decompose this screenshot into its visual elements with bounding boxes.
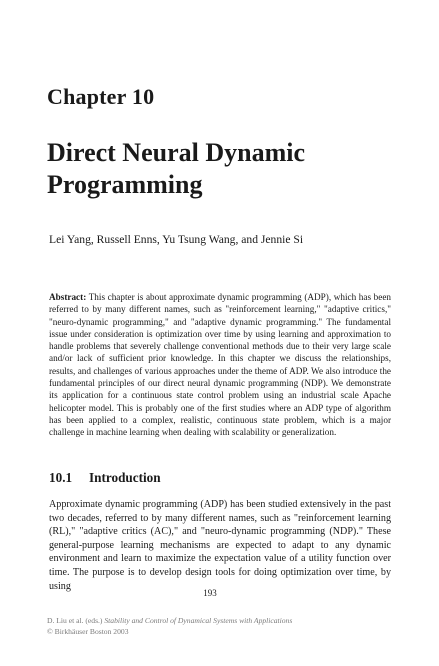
footer-editors: D. Liu et al. (eds.) [47,616,103,625]
abstract-label: Abstract: [49,292,87,302]
footer-citation [47,616,292,627]
chapter-label: Chapter 10 [47,84,155,109]
copyright-footer [47,616,292,637]
author-list: Lei Yang, Russell Enns, Yu Tsung Wang, and Jennie Si [49,233,304,246]
section-heading [49,470,161,486]
section-title: Introduction [89,470,161,485]
chapter-title-line-2: Programming [47,170,203,199]
abstract-text: This chapter is about approximate dynamic programming (ADP), which has been referred to by many different names, such as "reinforcement learning," "adaptive critics," "neuro-dynamic programming," and "adaptive dynamic programming." The fundamental issue under consideration is optimization over time by using learning and approximation to handle problems that severely challenge conventional methods due to their very large scale and/or lack of sufficient prior knowledge. In this chapter we discuss the relationships, results, and challenges of various approaches under the theme of ADP. We also introduce the fundamental principles of our direct neural dynamic programming (NDP). We demonstrate its application for a continuous state control problem using an industrial scale Apache helicopter model. This is probably one of the first studies where an ADP type of algorithm has been applied to a complex, realistic, continuous state problem, which is a major challenge in machine learning when dealing with scalability or generalization. [49,292,391,438]
section-number: 10.1 [49,470,73,485]
introduction-paragraph: Approximate dynamic programming (ADP) has been studied extensively in the past two decades, referred to by many different names, such as "reinforcement learning (RL)," "adaptive critics (AC)," and "neuro-dynamic programming (NDP)." These general-purpose learning mechanisms are expected to adapt to any dynamic environment and learn to maximize the expectation value of a utility function over time. The purpose is to develop design tools for doing optimization over time, by using [49,499,391,592]
abstract [49,291,391,439]
page-number: 193 [203,588,217,598]
chapter-title-line-1: Direct Neural Dynamic [47,138,306,167]
footer-publisher: © Birkhäuser Boston 2003 [47,626,129,636]
footer-book-title: Stability and Control of Dynamical Systems with Applications [104,616,293,625]
chapter-title [47,137,407,201]
